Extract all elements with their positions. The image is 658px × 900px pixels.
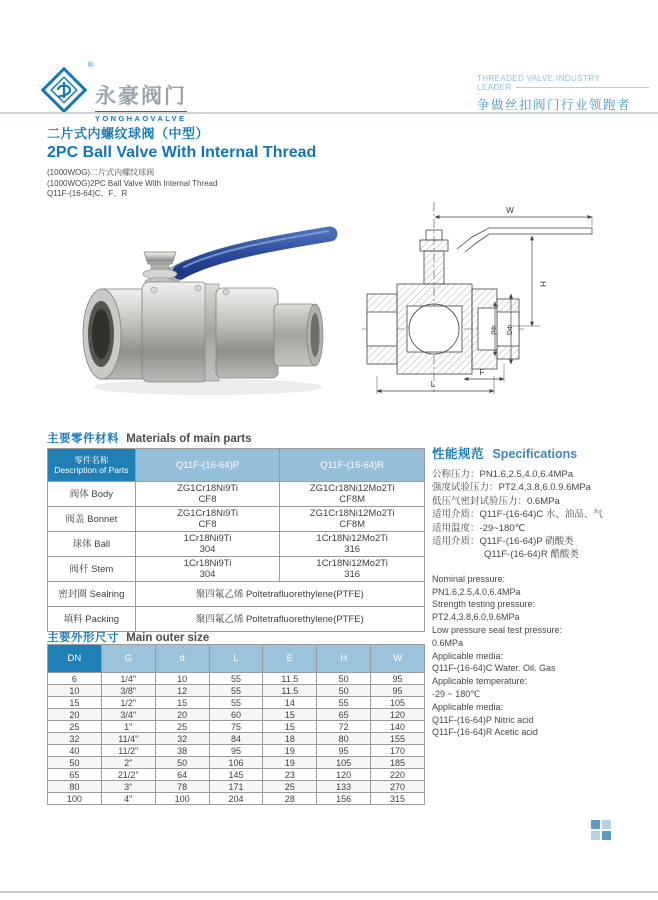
product-title-en: 2PC Ball Valve With Internal Thread [47, 144, 317, 161]
spec-line: 公称压力：PN1.6,2.5,4.0,6.4MPa [432, 469, 573, 480]
size-cell: 20 [155, 709, 209, 721]
part-name-cell: 密封圈 Sealring [48, 582, 136, 607]
spec-line: Low pressure seal test pressure: [432, 625, 563, 636]
column-header: G [101, 645, 155, 673]
spec-line: Nominal pressure: [432, 573, 506, 584]
material-value-cell [280, 532, 425, 557]
table-row [48, 482, 425, 507]
size-cell: 3" [101, 781, 155, 793]
column-header: W [371, 645, 425, 673]
material-line: 304 [199, 544, 216, 555]
material-line: 316 [344, 569, 361, 580]
size-cell: 19 [263, 757, 317, 769]
size-cell: 105 [317, 757, 371, 769]
header-divider [0, 112, 658, 114]
size-cell: 170 [371, 745, 425, 757]
size-cell: 95 [371, 685, 425, 697]
spec-line: PT2.4,3.8,6.0,9.6MPa [432, 612, 520, 623]
materials-table [47, 448, 425, 632]
size-cell: 6 [48, 673, 102, 685]
column-header: L [209, 645, 263, 673]
specs-en-lines [432, 573, 658, 739]
table-row [48, 733, 425, 745]
dim-label-l: L [430, 380, 436, 389]
size-cell: 28 [263, 793, 317, 805]
column-header: DN [48, 645, 102, 673]
size-cell: 78 [155, 781, 209, 793]
column-header: d [155, 645, 209, 673]
spec-line: 适用介质：Q11F-(16-64)C 水、油品、气 [432, 509, 603, 521]
material-line: ZG1Cr18Ni12Mo2Ti [309, 508, 395, 519]
size-cell: 64 [155, 769, 209, 781]
size-cell: 10 [155, 673, 209, 685]
materials-title-en: Materials of main parts [126, 433, 252, 445]
size-cell: 204 [209, 793, 263, 805]
size-cell: 95 [371, 673, 425, 685]
product-title-cn: 二片式内螺纹球阀（中型） [47, 126, 210, 141]
dim-label-h: H [538, 281, 547, 287]
size-cell: 14 [263, 697, 317, 709]
size-cell: 171 [209, 781, 263, 793]
material-line: ZG1Cr18Ni9Ti [177, 508, 238, 519]
materials-header-part-en: Description of Parts [54, 465, 129, 475]
spec-line: 适用介质：Q11F-(16-64)P 硝酸类 [432, 536, 574, 548]
product-subtitle-2: (1000WOG)2PC Ball Valve With Internal Thread [47, 178, 218, 188]
sizes-table-body [48, 673, 425, 805]
spec-line: Applicable media: [432, 650, 504, 661]
table-row [48, 685, 425, 697]
size-cell: 80 [48, 781, 102, 793]
table-row [48, 532, 425, 557]
material-line: ZG1Cr18Ni9Ti [177, 483, 238, 494]
logo-name-cn: 永豪阀门 [95, 85, 187, 108]
size-cell: 32 [48, 733, 102, 745]
size-cell: 15 [155, 697, 209, 709]
sizes-title-en: Main outer size [126, 632, 210, 644]
size-cell: 55 [209, 685, 263, 697]
dim-label-f: F [479, 368, 485, 377]
size-cell: 185 [371, 757, 425, 769]
material-line: CF8 [198, 494, 217, 505]
specs-title-cn: 性能规范 [432, 447, 485, 461]
registered-mark: ® [88, 62, 94, 69]
size-cell: 100 [48, 793, 102, 805]
size-cell: 3/8" [101, 685, 155, 697]
product-photo [58, 212, 360, 418]
table-row [48, 582, 425, 607]
logo-icon [38, 64, 90, 116]
size-cell: 11/2" [101, 745, 155, 757]
size-cell: 15 [263, 721, 317, 733]
materials-title-cn: 主要零件材料 [47, 433, 119, 445]
specs-title-en: Specifications [492, 447, 578, 461]
material-line: 1Cr18Ni12Mo2Ti [316, 533, 388, 544]
material-value-cell [135, 532, 280, 557]
material-line: ZG1Cr18Ni12Mo2Ti [309, 483, 395, 494]
spec-line: Strength testing pressure: [432, 599, 536, 610]
tagline-cn: 争做丝扣阀门行业领跑者 [477, 98, 632, 112]
material-value-cell [135, 482, 280, 507]
size-cell: 156 [317, 793, 371, 805]
size-cell: 315 [371, 793, 425, 805]
size-cell: 50 [155, 757, 209, 769]
spec-line: Q11F-(16-64)R Acetic acid [432, 727, 538, 738]
material-value-cell [280, 557, 425, 582]
size-cell: 72 [317, 721, 371, 733]
size-cell: 55 [209, 673, 263, 685]
size-cell: 15 [48, 697, 102, 709]
size-cell: 20 [48, 709, 102, 721]
dim-label-g: ΦG [505, 324, 512, 336]
header-tagline [477, 74, 657, 113]
material-value-cell [280, 482, 425, 507]
part-name-cell: 阀体 Body [48, 482, 136, 507]
title-block [47, 123, 316, 200]
sizes-header-row [48, 645, 425, 673]
tagline-leader-text: LEADER [477, 83, 512, 92]
sizes-section-title [47, 629, 209, 645]
size-cell: 21/2" [101, 769, 155, 781]
material-value-cell: 聚四氟乙烯 Poltetrafluorethylene(PTFE) [135, 607, 424, 632]
part-name-cell: 阀盖 Bonnet [48, 507, 136, 532]
size-cell: 95 [317, 745, 371, 757]
materials-section-title [47, 430, 251, 446]
spec-line: Applicable temperature: [432, 676, 528, 687]
size-cell: 60 [209, 709, 263, 721]
part-name-cell: 球体 Ball [48, 532, 136, 557]
spec-line: 0.6MPa [432, 637, 464, 648]
decor-square [602, 831, 611, 840]
specs-panel [432, 444, 658, 739]
size-cell: 18 [263, 733, 317, 745]
size-cell: 155 [371, 733, 425, 745]
material-line: CF8 [198, 519, 217, 530]
size-cell: 106 [209, 757, 263, 769]
size-cell: 11.5 [263, 673, 317, 685]
size-cell: 40 [48, 745, 102, 757]
column-header: E [263, 645, 317, 673]
dim-label-w: W [506, 206, 514, 215]
material-line: 1Cr18Ni12Mo2Ti [316, 558, 388, 569]
decor-square [591, 820, 600, 829]
size-cell: 25 [155, 721, 209, 733]
sizes-title-cn: 主要外形尺寸 [47, 632, 119, 644]
material-value-cell [135, 507, 280, 532]
table-row [48, 793, 425, 805]
decor-squares-icon [591, 820, 612, 841]
size-cell: 11/4" [101, 733, 155, 745]
table-row [48, 673, 425, 685]
size-cell: 55 [317, 697, 371, 709]
size-cell: 133 [317, 781, 371, 793]
size-cell: 50 [317, 685, 371, 697]
size-cell: 75 [209, 721, 263, 733]
spec-line: 适用温度：-29~180℃ [432, 522, 526, 534]
size-cell: 50 [48, 757, 102, 769]
bottom-divider [0, 891, 658, 893]
tagline-en-line1: THREADED VALVE INDUSTRY [477, 74, 601, 83]
size-cell: 270 [371, 781, 425, 793]
specs-cn-lines [432, 468, 658, 562]
spec-line: Q11F-(16-64)C Water. Oil. Gas [432, 663, 556, 674]
size-cell: 50 [317, 673, 371, 685]
materials-header-p: Q11F-(16-64)P [135, 449, 280, 482]
table-row [48, 745, 425, 757]
material-line: CF8M [339, 494, 366, 505]
size-cell: 4" [101, 793, 155, 805]
size-cell: 11.5 [263, 685, 317, 697]
table-row [48, 781, 425, 793]
materials-header-row [48, 449, 425, 482]
size-cell: 1/2" [101, 697, 155, 709]
material-value-cell: 聚四氟乙烯 Poltetrafluorethylene(PTFE) [135, 582, 424, 607]
logo-text [95, 80, 187, 123]
materials-header-part-cn: 零件名称 [74, 455, 109, 465]
spec-line: 低压气密封试验压力：0.6MPa [432, 495, 560, 507]
material-line: 316 [344, 544, 361, 555]
size-cell: 145 [209, 769, 263, 781]
material-line: 304 [199, 569, 216, 580]
size-cell: 10 [48, 685, 102, 697]
spec-line: Q11F-(16-64)R 醋酸类 [484, 549, 579, 561]
size-cell: 32 [155, 733, 209, 745]
logo-name-en: YONGHAOVALVE [95, 111, 187, 123]
size-cell: 25 [48, 721, 102, 733]
size-cell: 3/4" [101, 709, 155, 721]
table-row [48, 721, 425, 733]
table-row [48, 557, 425, 582]
table-row [48, 697, 425, 709]
spec-line: -29 ~ 180℃ [432, 689, 481, 700]
size-cell: 1/4" [101, 673, 155, 685]
tagline-en-line2 [477, 83, 657, 92]
part-name-cell: 阀杆 Stem [48, 557, 136, 582]
spec-line: 强度试验压力：PT2.4,3.8,6.0.9.6MPa [432, 482, 591, 494]
materials-header-r: Q11F-(16-64)R [280, 449, 425, 482]
spec-line: Q11F-(16-64)P Nitric acid [432, 714, 534, 725]
spec-line: PN1.6,2.5,4.0,6.4MPa [432, 586, 521, 597]
table-row [48, 507, 425, 532]
size-cell: 19 [263, 745, 317, 757]
material-line: 1Cr18Ni9Ti [183, 533, 232, 544]
size-cell: 65 [48, 769, 102, 781]
size-cell: 140 [371, 721, 425, 733]
size-cell: 100 [155, 793, 209, 805]
dim-label-d: Φd [489, 325, 496, 335]
decor-square [591, 831, 600, 840]
size-cell: 220 [371, 769, 425, 781]
size-cell: 12 [155, 685, 209, 697]
table-row [48, 769, 425, 781]
size-cell: 105 [371, 697, 425, 709]
size-cell: 55 [209, 697, 263, 709]
table-row [48, 607, 425, 632]
size-cell: 2" [101, 757, 155, 769]
product-subtitle-1: (1000WOG)二片式内螺纹球阀 [47, 168, 155, 177]
size-cell: 38 [155, 745, 209, 757]
size-cell: 120 [317, 769, 371, 781]
part-name-cell: 填料 Packing [48, 607, 136, 632]
product-model-codes: Q11F-(16-64)C、F、R [47, 189, 128, 198]
size-cell: 95 [209, 745, 263, 757]
tagline-rule [516, 87, 649, 88]
size-cell: 25 [263, 781, 317, 793]
table-row [48, 757, 425, 769]
technical-drawing [362, 194, 604, 406]
size-cell: 65 [317, 709, 371, 721]
decor-square [602, 820, 611, 829]
material-line: 1Cr18Ni9Ti [183, 558, 232, 569]
size-cell: 80 [317, 733, 371, 745]
size-cell: 120 [371, 709, 425, 721]
size-cell: 23 [263, 769, 317, 781]
size-cell: 15 [263, 709, 317, 721]
size-cell: 1" [101, 721, 155, 733]
materials-table-body [48, 482, 425, 632]
column-header: H [317, 645, 371, 673]
sizes-table [47, 644, 425, 805]
material-line: CF8M [339, 519, 366, 530]
materials-header-part [48, 449, 136, 482]
table-row [48, 709, 425, 721]
spec-line: Applicable media: [432, 701, 504, 712]
material-value-cell [280, 507, 425, 532]
material-value-cell [135, 557, 280, 582]
size-cell: 84 [209, 733, 263, 745]
